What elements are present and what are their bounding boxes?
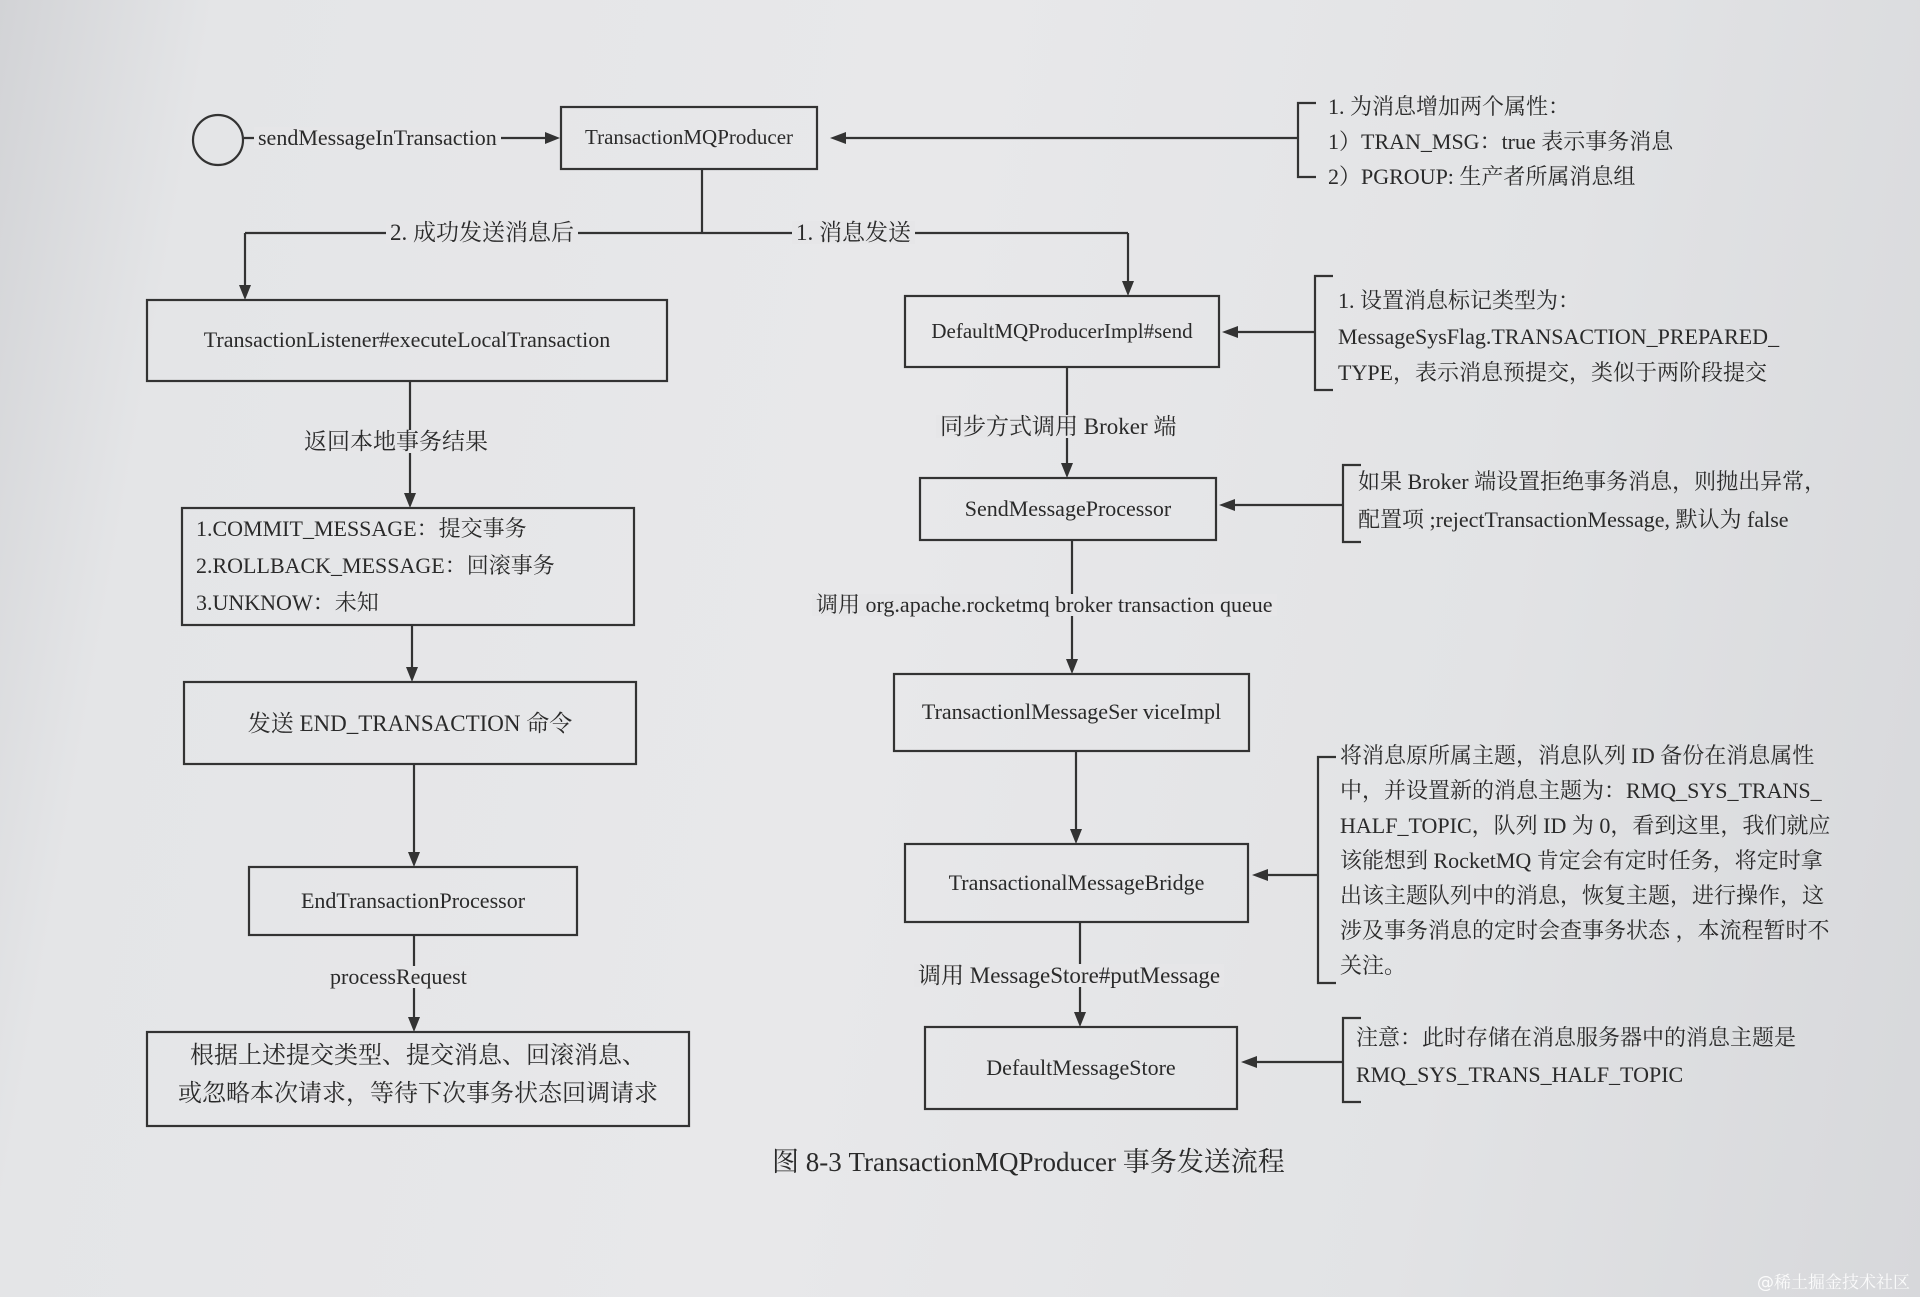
note2-line: 1. 设置消息标记类型为： [1338, 288, 1581, 313]
arrow-to-store [1074, 1012, 1086, 1027]
note5-line: RMQ_SYS_TRANS_HALF_TOPIC [1356, 1062, 1684, 1087]
label-start-edge: sendMessageInTransaction [254, 127, 501, 149]
note4-line: 关注。 [1340, 953, 1407, 978]
note4-line: HALF_TOPIC，队列 ID 为 0，看到这里，我们就应 [1340, 813, 1831, 838]
node-end-processor: EndTransactionProcessor [300, 888, 526, 913]
note3-line: 配置项 ;rejectTransactionMessage, 默认为 false [1358, 507, 1789, 532]
arrow-note2 [1222, 326, 1238, 338]
node-store: DefaultMessageStore [986, 1055, 1176, 1080]
note4-line: 中，并设置新的消息主题为：RMQ_SYS_TRANS_ [1340, 778, 1822, 803]
note-sys-flag [1338, 283, 1779, 391]
arrow-note1 [830, 132, 846, 144]
node-result-1: 1.COMMIT_MESSAGE：提交事务 [196, 516, 527, 541]
note2-line: MessageSysFlag.TRANSACTION_PREPARED_ [1338, 324, 1780, 349]
label-put-message: 调用 MessageStore#putMessage [914, 964, 1224, 987]
node-final-2: 或忽略本次请求，等待下次事务状态回调请求 [178, 1081, 658, 1107]
figure-caption: 图 8-3 TransactionMQProducer 事务发送流程 [772, 1147, 1285, 1177]
arrow-note5 [1241, 1056, 1257, 1068]
arrow-to-listener [239, 285, 251, 300]
note-stored-topic [1356, 1019, 1796, 1093]
note2-bracket [1315, 276, 1333, 390]
note4-line: 将消息原所属主题，消息队列 ID 备份在消息属性 [1340, 743, 1815, 768]
arrow-note3 [1219, 499, 1235, 511]
arrow-note4 [1252, 869, 1268, 881]
label-sync-broker: 同步方式调用 Broker 端 [936, 415, 1180, 438]
label-process-request: processRequest [326, 966, 471, 988]
arrow-to-tx-bridge [1070, 829, 1082, 844]
arrow-to-tx-service [1066, 659, 1078, 674]
label-after-success: 2. 成功发送消息后 [386, 221, 578, 244]
arrow-to-impl-send [1122, 281, 1134, 296]
note4-bracket [1318, 757, 1336, 983]
note1-line: 1. 为消息增加两个属性： [1328, 94, 1571, 119]
arrow-to-end-cmd [406, 667, 418, 682]
start-node [193, 115, 243, 165]
note-message-properties [1328, 89, 1673, 194]
note3-line: 如果 Broker 端设置拒绝事务消息，则抛出异常， [1358, 469, 1827, 494]
arrow-to-result [404, 493, 416, 508]
node-listener: TransactionListener#executeLocalTransaction [203, 327, 611, 352]
note-reject-tx [1358, 463, 1826, 539]
note2-line: TYPE，表示消息预提交，类似于两阶段提交 [1338, 360, 1768, 385]
node-send-processor: SendMessageProcessor [964, 496, 1172, 521]
watermark: @稀土掘金技术社区 [1757, 1273, 1910, 1293]
note1-bracket [1298, 103, 1316, 177]
node-tx-bridge: TransactionalMessageBridge [948, 870, 1205, 895]
note-half-topic [1340, 738, 1830, 983]
note4-line: 该能想到 RocketMQ 肯定会有定时任务，将定时拿 [1340, 848, 1823, 873]
note1-line: 1）TRAN_MSG：true 表示事务消息 [1328, 129, 1674, 154]
label-call-queue: 调用 org.apache.rocketmq broker transaction queue [812, 594, 1277, 616]
node-impl-send: DefaultMQProducerImpl#send [931, 319, 1193, 343]
note4-line: 出该主题队列中的消息，恢复主题，进行操作，这 [1340, 883, 1825, 908]
node-result-3: 3.UNKNOW：未知 [196, 590, 379, 615]
note5-line: 注意：此时存储在消息服务器中的消息主题是 [1356, 1025, 1797, 1050]
node-tx-service: TransactionlMessageSer viceImpl [921, 699, 1222, 724]
node-result-2: 2.ROLLBACK_MESSAGE：回滚事务 [196, 553, 555, 578]
arrow-to-producer [545, 132, 560, 144]
note4-line: 涉及事务消息的定时会查事务状态 ，本流程暂时不 [1340, 918, 1830, 943]
note1-line: 2）PGROUP: 生产者所属消息组 [1328, 164, 1636, 189]
arrow-to-final [408, 1017, 420, 1032]
arrow-to-send-processor [1061, 463, 1073, 478]
label-return-local: 返回本地事务结果 [300, 430, 492, 453]
node-end-cmd: 发送 END_TRANSACTION 命令 [247, 711, 573, 736]
arrow-to-end-processor [408, 852, 420, 867]
node-producer: TransactionMQProducer [584, 125, 794, 149]
label-send: 1. 消息发送 [792, 221, 915, 244]
node-final-1: 根据上述提交类型、提交消息、回滚消息、 [190, 1043, 646, 1069]
